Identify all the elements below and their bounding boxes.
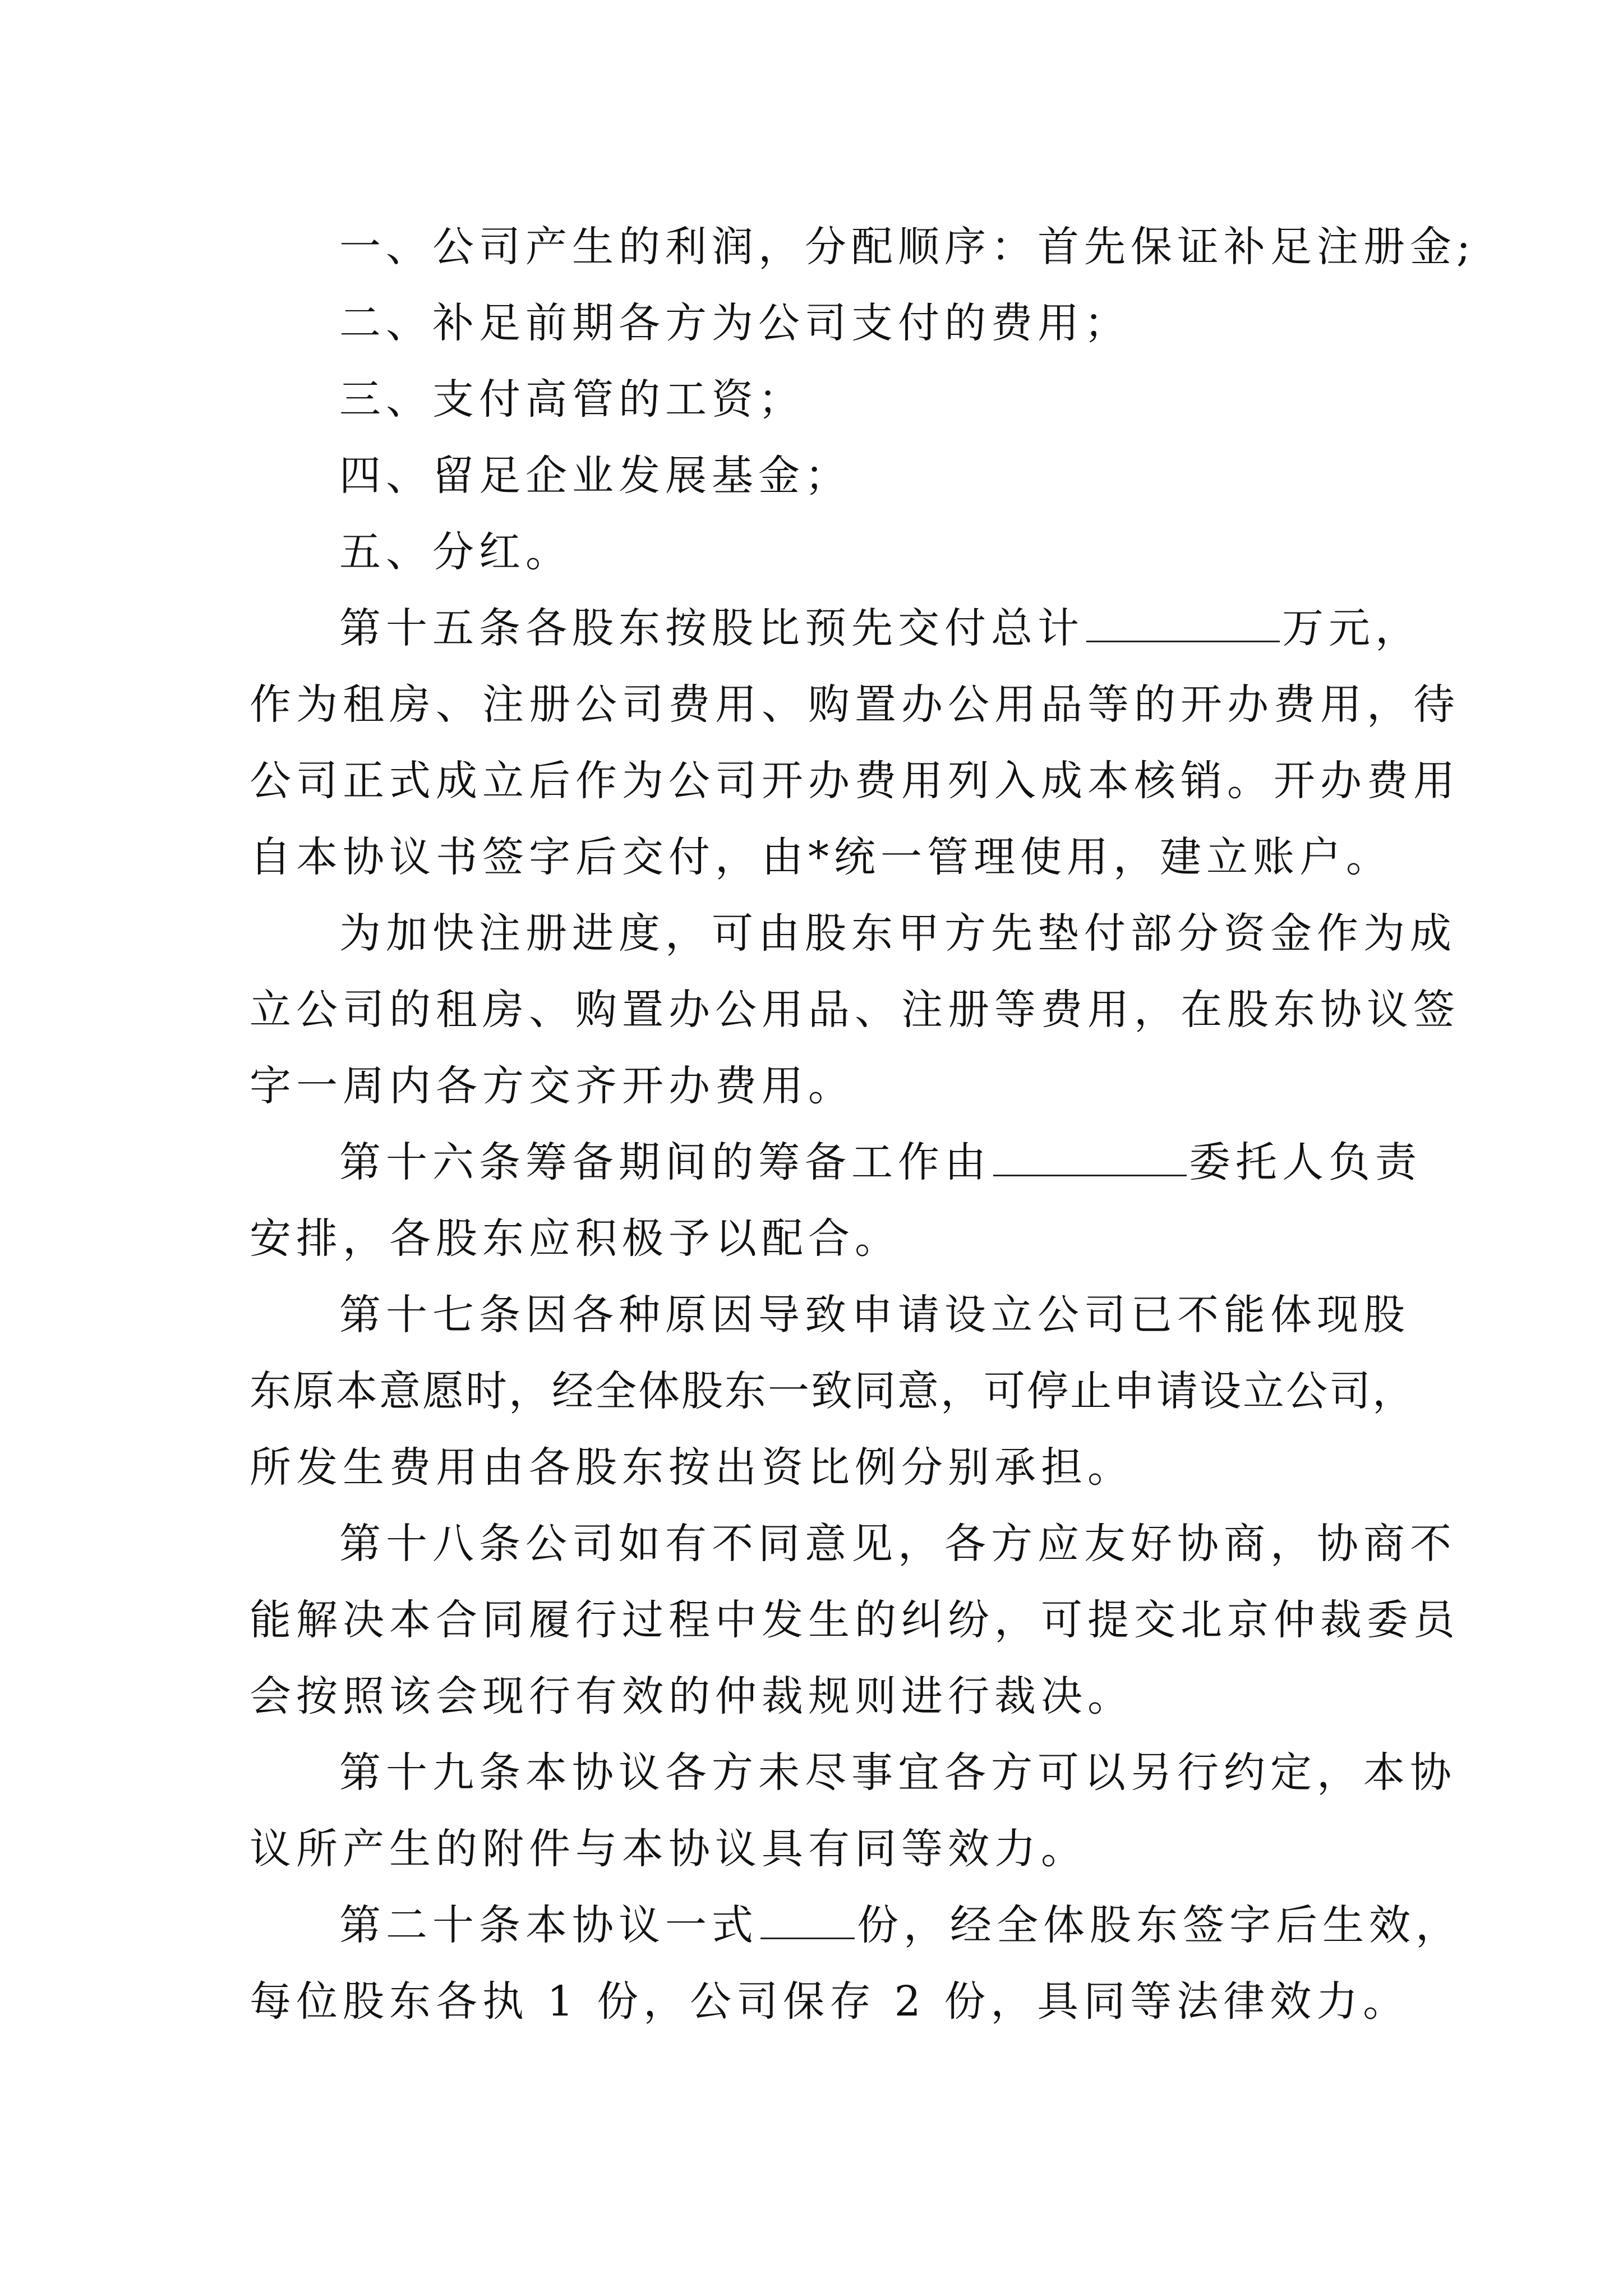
copies-blank-field <box>760 1898 855 1939</box>
amount-blank-field <box>1086 601 1280 642</box>
article-20-line: 每位股东各执 1 份，公司保存 2 份，具同等法律效力。 <box>250 1977 1410 2026</box>
article-20-text-after: 份，经全体股东签字后生效， <box>857 1901 1462 1949</box>
article-18-line: 会按照该会现行有效的仲裁规则进行裁决。 <box>250 1672 1134 1720</box>
article-17-line: 东原本意愿时，经全体股东一致同意，可停止申请设立公司， <box>250 1367 1415 1415</box>
fund-paragraph-line: 为加快注册进度，可由股东甲方先垫付部分资金作为成 <box>339 909 1456 958</box>
article-17-line: 所发生费用由各股东按出资比例分别承担。 <box>250 1443 1134 1492</box>
organizer-blank-field <box>993 1135 1187 1176</box>
article-16-line <box>250 1124 1422 1200</box>
article-15-text: 第十五条各股东按股比预先交付总计 <box>339 604 1084 652</box>
article-16-text: 第十六条筹备期间的筹备工作由 <box>339 1138 991 1186</box>
list-item: 三、支付高管的工资； <box>339 375 805 424</box>
article-19-line: 第十九条本协议各方未尽事宜各方可以另行约定，本协 <box>339 1749 1456 1797</box>
article-15-line: 作为租房、注册公司费用、购置办公用品等的开办费用，待 <box>250 680 1460 729</box>
article-18-line: 能解决本合同履行过程中发生的纠纷，可提交北京仲裁委员 <box>250 1596 1460 1644</box>
fund-paragraph-line: 字一周内各方交齐开办费用。 <box>250 1062 855 1110</box>
article-20-text: 第二十条本协议一式 <box>339 1901 758 1949</box>
document-body <box>250 209 1476 2040</box>
list-item: 四、留足企业发展基金； <box>339 452 851 500</box>
article-15-line: 公司正式成立后作为公司开办费用列入成本核销。开办费用 <box>250 757 1460 805</box>
list-item: 二、补足前期各方为公司支付的费用； <box>339 299 1131 347</box>
article-16-text-after: 委托人负责 <box>1189 1138 1422 1186</box>
article-15-line <box>250 590 1422 666</box>
article-20-line <box>250 1887 1462 1963</box>
list-item: 一、公司产生的利润，分配顺序：首先保证补足注册金; <box>339 223 1476 271</box>
article-17-line: 第十七条因各种原因导致申请设立公司已不能体现股 <box>339 1291 1410 1339</box>
article-15-line: 自本协议书签字后交付，由*统一管理使用，建立账户。 <box>250 833 1393 881</box>
article-15-unit: 万元， <box>1282 604 1422 652</box>
article-19-line: 议所产生的附件与本协议具有同等效力。 <box>250 1825 1087 1873</box>
article-18-line: 第十八条公司如有不同意见，各方应友好协商，协商不 <box>339 1520 1456 1568</box>
article-16-line: 安排，各股东应积极予以配合。 <box>250 1214 901 1263</box>
list-item: 五、分红。 <box>339 528 572 576</box>
fund-paragraph-line: 立公司的租房、购置办公用品、注册等费用，在股东协议签 <box>250 986 1460 1034</box>
